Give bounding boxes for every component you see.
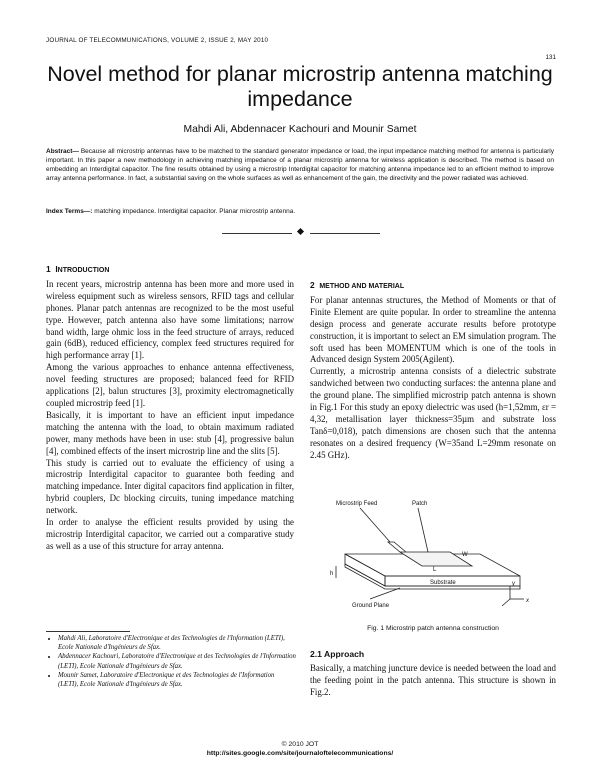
- abstract-label: Abstract—: [46, 148, 79, 155]
- journal-url[interactable]: http://sites.google.com/site/journaloftelecommunications/: [206, 750, 394, 757]
- z-axis-line: [502, 599, 510, 606]
- section-2-paragraph: Currently, a microstrip antenna consists of a dielectric substrate sandwiched between two conducting surfaces: the antenna plane and the ground plane. The simplified microstrip patch antenna is shown in Fig.1 For this study an epoxy dielectric was used (h=1,52mm, εr = 4,32, metallisation layer thickness=35µm and substrate loss Tanδ=0,018), patch dimensions are chosen such that the antenna resonates on a desired frequency (W=35and L=29mm resonate on 2.45 GHz).: [310, 366, 556, 460]
- ground-leader: [370, 588, 400, 599]
- footnotes: [46, 634, 296, 689]
- footnote-item: • Abdennacer Kachouri, Laboratoire d'Electronique et des Technologies de l'Information (LETI), Ecole Nationale d'Ingénieurs de Sfax.: [58, 652, 296, 670]
- h-label: h: [330, 571, 334, 577]
- feed-label: Microstrip Feed: [336, 501, 378, 507]
- section-1-paragraph: In recent years, microstrip antenna has been more and more used in wireless equipment such as wireless sensors, RFID tags and cellular phones. Planar patch antennas are recognized to be the most useful type. However, patch antenna also have some limitations; narrow band width, large ohmic loss in the feed structure of arrays, reduced gain (6dB), reduced efficiency, complex feed structures required for high performance array [1].: [46, 278, 294, 361]
- section-2-title: METHOD AND MATERIAL: [319, 283, 405, 290]
- section-1-heading: [46, 264, 294, 277]
- l-label: L: [433, 567, 437, 573]
- section-2-1-heading: 2.1 Approach: [310, 649, 365, 659]
- section-divider: [0, 227, 600, 239]
- divider-rule-right: [310, 233, 380, 234]
- w-label: W: [462, 552, 468, 558]
- footnote-item: • Mounir Samet, Laboratoire d'Electronique et des Technologies de l'Information (LETI), Ecole Nationale d'Ingénieurs de Sfax.: [58, 671, 296, 689]
- footnote-item: • Mahdi Ali, Laboratoire d'Electronique et des Technologies de l'Information (LETI), Ecole Nationale d'Ingénieurs de Sfax.: [58, 634, 296, 652]
- journal-header: JOURNAL OF TELECOMMUNICATIONS, VOLUME 2, ISSUE 2, MAY 2010: [46, 37, 269, 44]
- abstract-text: Because all microstrip antennas have to be matched to the standard generator impedance or load, the input impedance matching method for antenna is particularly important. In this paper a new methodology in achieving matching impedance of a planar microstrip antenna for wireless application is described. The method is based on embedding an Interdigital capacitor. The fine results obtained by using a microstrip Interdigital capacitor for matching antenna impedance led to an efficient method to improve array antenna performance. In fact, a substantial saving on the whole surfaces as well as enhancement of the gain, the directivity and the power radiated was achieved.: [46, 148, 554, 183]
- index-terms: [46, 208, 554, 215]
- patch-antenna-figure: [330, 494, 540, 619]
- feed-line: [388, 542, 406, 552]
- feed-leader: [360, 508, 390, 542]
- diamond-icon: [297, 228, 304, 235]
- patch-label: Patch: [412, 501, 428, 507]
- copyright: © 2010 JOT: [281, 741, 319, 748]
- section-1-number: 1: [46, 264, 51, 274]
- section-2-1: [310, 649, 556, 699]
- index-terms-text: matching impedance. Interdigital capacitor. Planar microstrip antenna.: [92, 208, 296, 215]
- section-1-paragraph: In order to analyse the efficient results provided by using the microstrip Interdigital capacitor, we carried out a comparative study as well as a use of this structure for array antenna.: [46, 517, 294, 551]
- section-1-paragraph: Among the various approaches to enhance antenna effectiveness, novel feeding structures are proposed; balanced feed for RFID applications [2], balun structures [3], proximity electromagnetically coupled microstrip feed [1].: [46, 362, 294, 408]
- patch-leader: [418, 508, 428, 552]
- right-column: [310, 280, 556, 462]
- left-column: [46, 264, 294, 553]
- section-2-heading: [310, 280, 556, 293]
- page-number: 131: [545, 54, 556, 61]
- paper-title: Novel method for planar microstrip antenna matching impedance: [47, 62, 553, 111]
- figure-caption: Fig. 1 Microstrip patch antenna construction: [367, 625, 499, 632]
- section-2-paragraph: For planar antennas structures, the Method of Moments or that of Finite Element are quite popular. In order to streamline the antenna design process and generate accurate results before prototype construction, it is important to select an EM simulation program. The soft used has been MOMENTUM which is one of the tools in Advanced design System 2005(Agilent).: [310, 294, 556, 365]
- section-1-paragraph: This study is carried out to evaluate the efficiency of using a microstrip Interdigital capacitor to guarantee both feeding and matching impedance. Inter digital capacitors find application in filter, hybrid couplers, Dc blocking circuits, tuning impedance matching network.: [46, 457, 294, 516]
- section-1-title-first: I: [55, 264, 58, 274]
- section-2-1-paragraph: Basically, a matching juncture device is needed between the load and the feeding point in the patch antenna. This structure is shown in Fig.2.: [310, 662, 556, 697]
- section-1-paragraph: Basically, it is important to have an efficient input impedance matching the antenna with the load, to obtain maximum radiated power, many methods have been in use: stub [4], progressive balun [4], combined effects of the insert microstrip line and the slits [5].: [46, 409, 294, 456]
- abstract: [46, 147, 554, 183]
- divider-rule-left: [222, 233, 292, 234]
- y-axis-label: y: [512, 581, 515, 587]
- substrate-label: Substrate: [430, 580, 456, 586]
- index-terms-label: Index Terms—:: [46, 208, 93, 215]
- ground-label: Ground Plane: [352, 603, 390, 609]
- section-2-number: 2: [310, 280, 315, 290]
- author-list: Mahdi Ali, Abdennacer Kachouri and Mounir Samet: [183, 124, 417, 135]
- x-axis-label: x: [526, 598, 529, 604]
- section-1-title-rest: NTRODUCTION: [57, 267, 110, 274]
- footnote-rule: [46, 631, 130, 632]
